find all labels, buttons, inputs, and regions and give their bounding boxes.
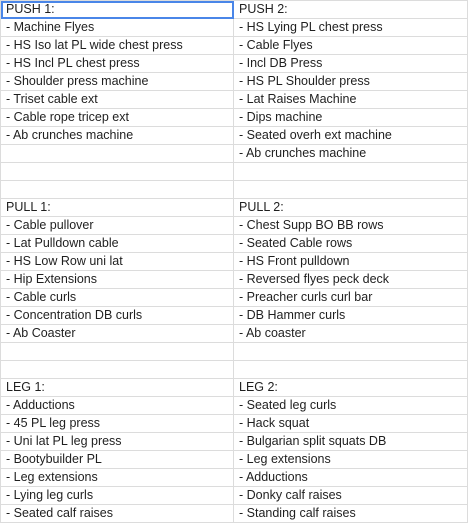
cell-r15-c1[interactable]: - HS Low Row uni lat xyxy=(1,253,234,271)
cell-r19-c1[interactable]: - Ab Coaster xyxy=(1,325,234,343)
cell-r4-c2[interactable]: - Incl DB Press xyxy=(234,55,468,73)
cell-r13-c2[interactable]: - Chest Supp BO BB rows xyxy=(234,217,468,235)
cell-r8-c2[interactable]: - Seated overh ext machine xyxy=(234,127,468,145)
cell-r29-c2[interactable]: - Standing calf raises xyxy=(234,505,468,523)
cell-r2-c2[interactable]: - HS Lying PL chest press xyxy=(234,19,468,37)
cell-r14-c1[interactable]: - Lat Pulldown cable xyxy=(1,235,234,253)
cell-r23-c2[interactable]: - Seated leg curls xyxy=(234,397,468,415)
cell-r8-c1[interactable]: - Ab crunches machine xyxy=(1,127,234,145)
cell-r17-c2[interactable]: - Preacher curls curl bar xyxy=(234,289,468,307)
cell-r14-c2[interactable]: - Seated Cable rows xyxy=(234,235,468,253)
cell-r26-c2[interactable]: - Leg extensions xyxy=(234,451,468,469)
cell-r28-c2[interactable]: - Donky calf raises xyxy=(234,487,468,505)
cell-r3-c2[interactable]: - Cable Flyes xyxy=(234,37,468,55)
cell-r15-c2[interactable]: - HS Front pulldown xyxy=(234,253,468,271)
cell-r10-c1[interactable] xyxy=(1,163,234,181)
cell-r2-c1[interactable]: - Machine Flyes xyxy=(1,19,234,37)
cell-r10-c2[interactable] xyxy=(234,163,468,181)
cell-r19-c2[interactable]: - Ab coaster xyxy=(234,325,468,343)
cell-r21-c1[interactable] xyxy=(1,361,234,379)
cell-r9-c1[interactable] xyxy=(1,145,234,163)
cell-r5-c1[interactable]: - Shoulder press machine xyxy=(1,73,234,91)
cell-r28-c1[interactable]: - Lying leg curls xyxy=(1,487,234,505)
cell-r7-c2[interactable]: - Dips machine xyxy=(234,109,468,127)
cell-r6-c2[interactable]: - Lat Raises Machine xyxy=(234,91,468,109)
cell-r20-c1[interactable] xyxy=(1,343,234,361)
cell-r20-c2[interactable] xyxy=(234,343,468,361)
cell-r11-c1[interactable] xyxy=(1,181,234,199)
cell-r26-c1[interactable]: - Bootybuilder PL xyxy=(1,451,234,469)
cell-r9-c2[interactable]: - Ab crunches machine xyxy=(234,145,468,163)
cell-r1-c1[interactable]: PUSH 1: xyxy=(1,1,234,19)
cell-r24-c1[interactable]: - 45 PL leg press xyxy=(1,415,234,433)
cell-r1-c2[interactable]: PUSH 2: xyxy=(234,1,468,19)
cell-r18-c1[interactable]: - Concentration DB curls xyxy=(1,307,234,325)
cell-r12-c1[interactable]: PULL 1: xyxy=(1,199,234,217)
cell-r22-c2[interactable]: LEG 2: xyxy=(234,379,468,397)
cell-r25-c1[interactable]: - Uni lat PL leg press xyxy=(1,433,234,451)
cell-r4-c1[interactable]: - HS Incl PL chest press xyxy=(1,55,234,73)
cell-r24-c2[interactable]: - Hack squat xyxy=(234,415,468,433)
cell-r27-c2[interactable]: - Adductions xyxy=(234,469,468,487)
cell-r27-c1[interactable]: - Leg extensions xyxy=(1,469,234,487)
cell-r17-c1[interactable]: - Cable curls xyxy=(1,289,234,307)
cell-r18-c2[interactable]: - DB Hammer curls xyxy=(234,307,468,325)
cell-r16-c2[interactable]: - Reversed flyes peck deck xyxy=(234,271,468,289)
cell-r6-c1[interactable]: - Triset cable ext xyxy=(1,91,234,109)
cell-r3-c1[interactable]: - HS Iso lat PL wide chest press xyxy=(1,37,234,55)
cell-r12-c2[interactable]: PULL 2: xyxy=(234,199,468,217)
cell-r22-c1[interactable]: LEG 1: xyxy=(1,379,234,397)
cell-r11-c2[interactable] xyxy=(234,181,468,199)
cell-r7-c1[interactable]: - Cable rope tricep ext xyxy=(1,109,234,127)
cell-r29-c1[interactable]: - Seated calf raises xyxy=(1,505,234,523)
cell-r23-c1[interactable]: - Adductions xyxy=(1,397,234,415)
cell-r5-c2[interactable]: - HS PL Shoulder press xyxy=(234,73,468,91)
cell-r13-c1[interactable]: - Cable pullover xyxy=(1,217,234,235)
cell-r16-c1[interactable]: - Hip Extensions xyxy=(1,271,234,289)
cell-r25-c2[interactable]: - Bulgarian split squats DB xyxy=(234,433,468,451)
cell-r21-c2[interactable] xyxy=(234,361,468,379)
